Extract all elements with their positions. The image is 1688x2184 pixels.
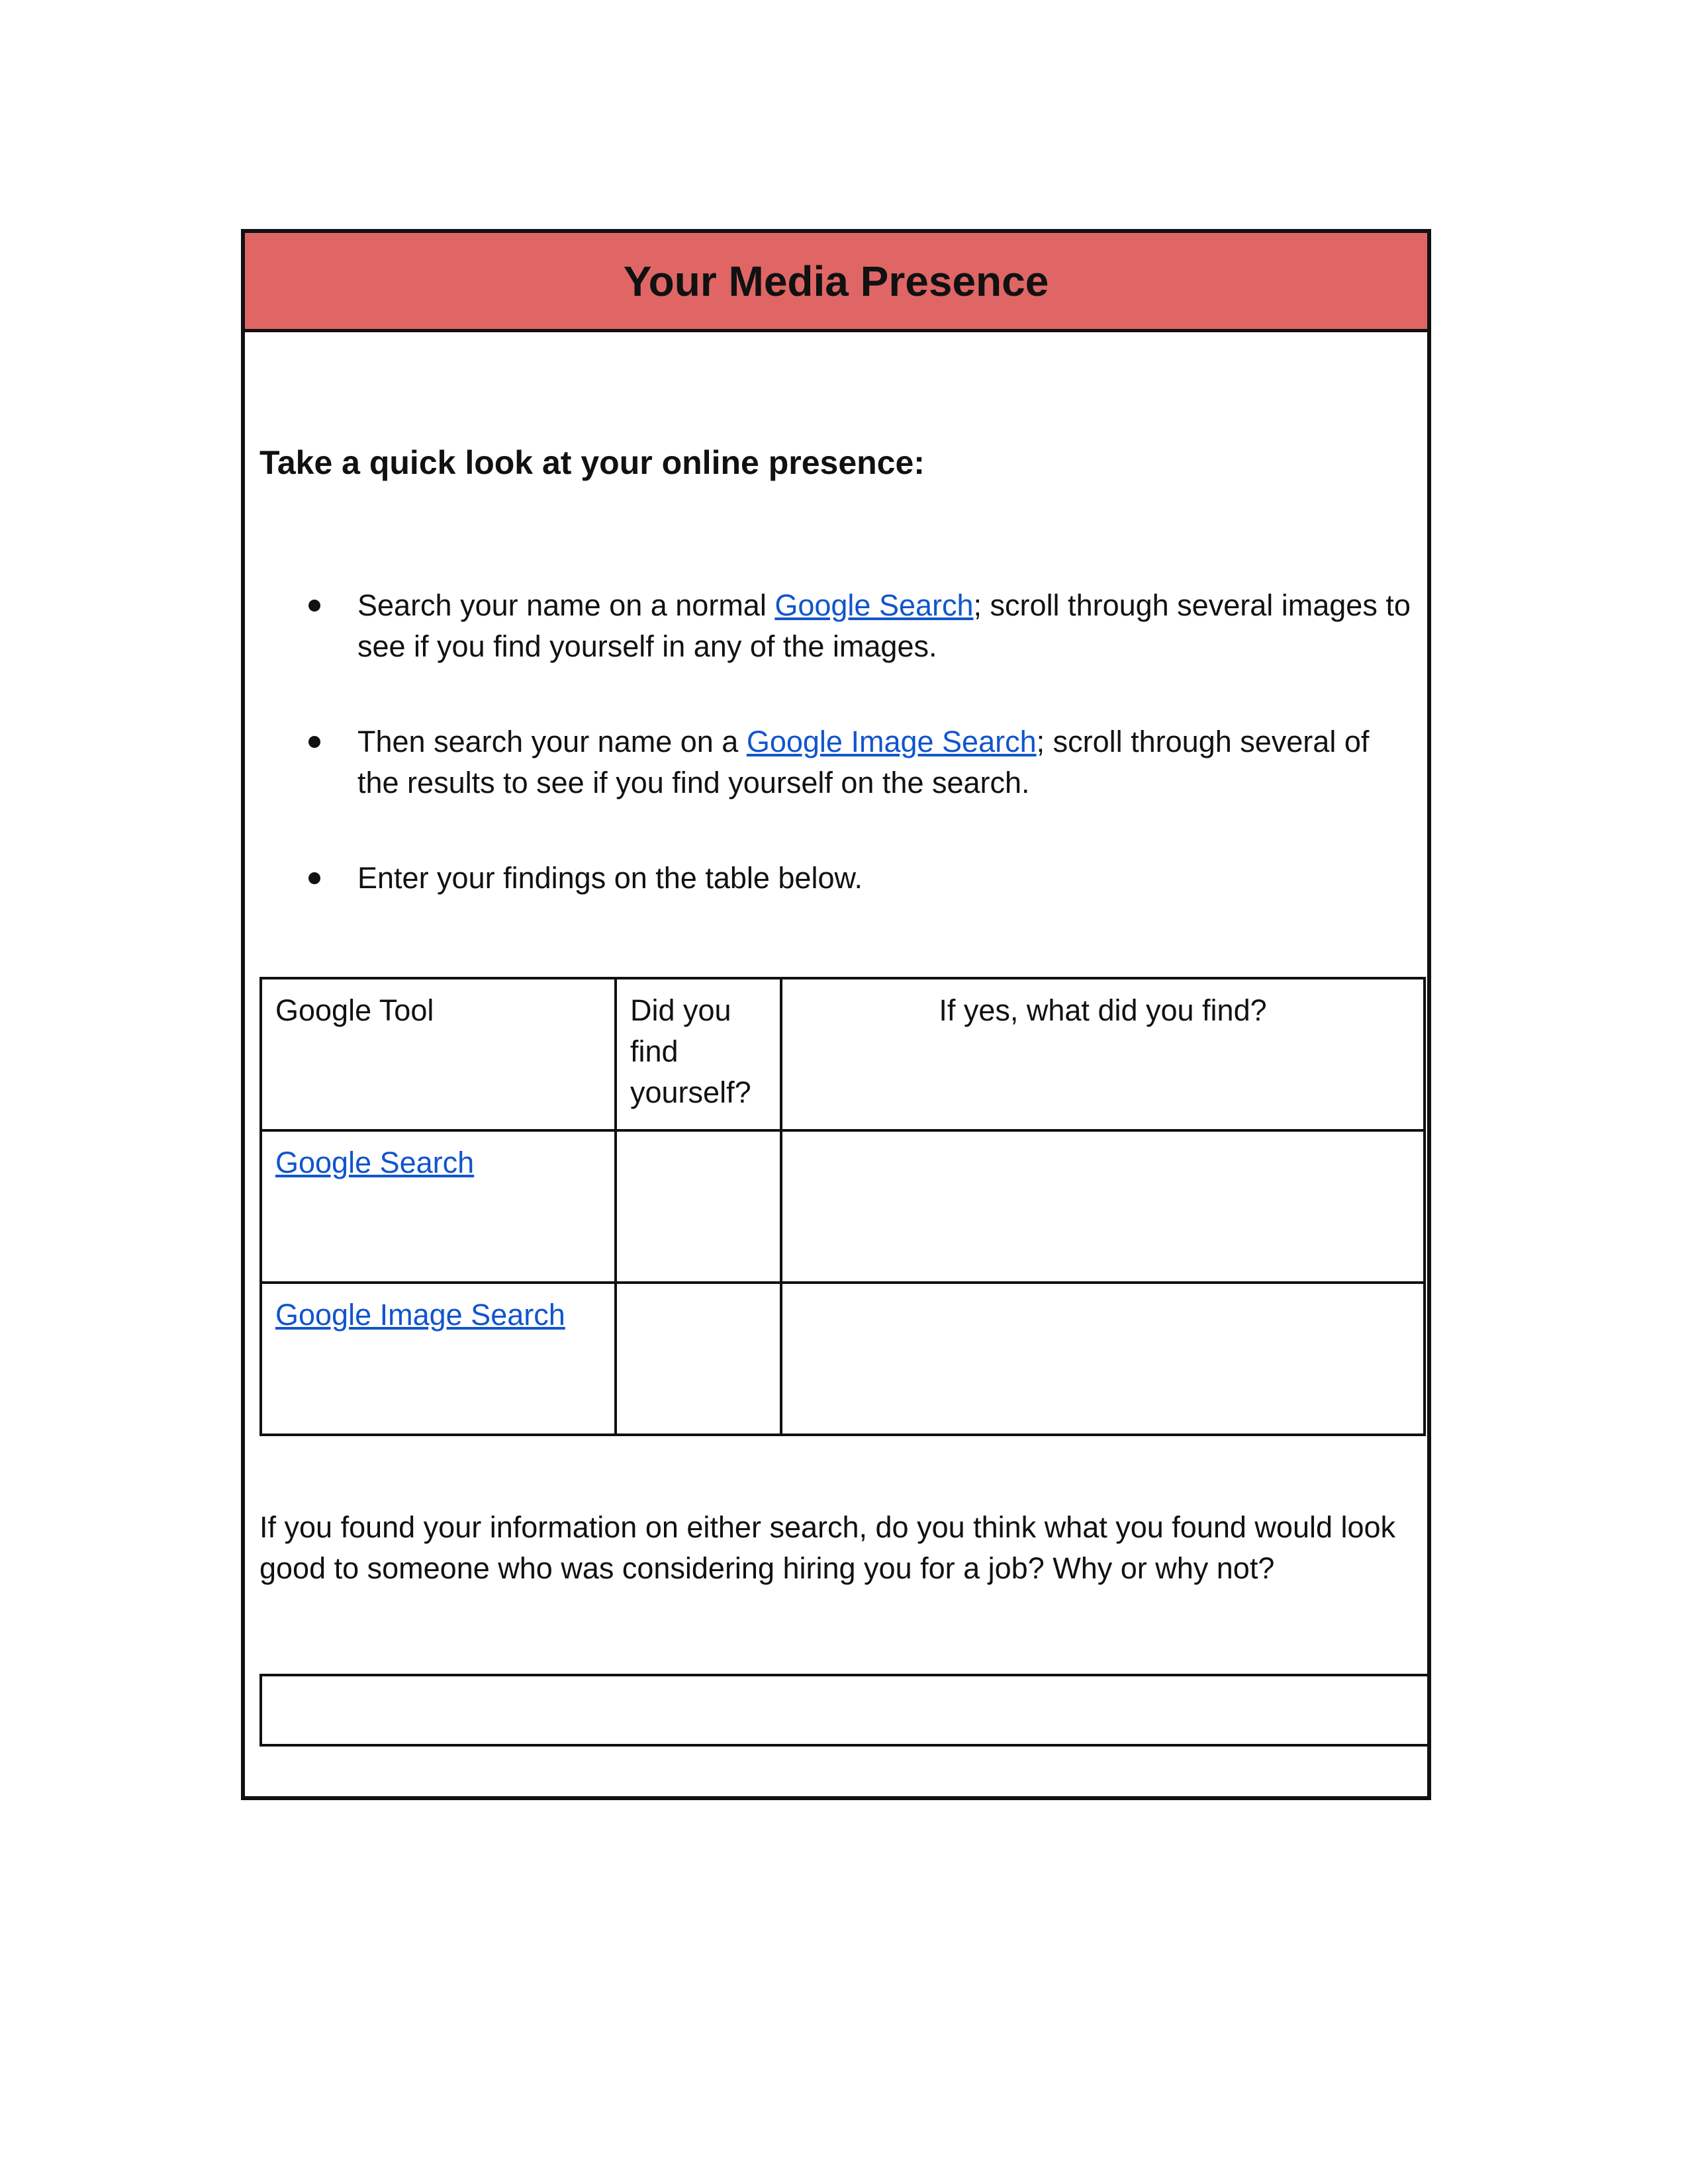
bullet-icon: [308, 736, 320, 748]
instruction-text: Enter your findings on the table below.: [357, 861, 863, 895]
instruction-item-enter-findings: [245, 858, 1427, 899]
google-search-link[interactable]: Google Search: [774, 588, 974, 622]
bullet-icon: [308, 872, 320, 884]
table-header-row: [261, 978, 1425, 1130]
instruction-text: ; scroll through several images to see if you find yourself in any of the images.: [357, 588, 1411, 663]
header-google-tool: Google Tool: [261, 978, 616, 1130]
google-image-search-table-link[interactable]: Google Image Search: [275, 1298, 565, 1332]
worksheet-frame: [241, 229, 1431, 1800]
instruction-item-google-search: [245, 585, 1427, 667]
title-bar: [245, 233, 1427, 332]
tool-cell: [261, 1130, 616, 1283]
header-did-you-find-yourself: Did you find yourself?: [616, 978, 781, 1130]
answer-box[interactable]: [259, 1674, 1431, 1747]
table-row: [261, 1283, 1425, 1435]
instruction-text: Search your name on a normal: [357, 588, 775, 622]
instruction-item-google-image-search: [245, 721, 1427, 803]
google-image-search-link[interactable]: Google Image Search: [746, 725, 1037, 758]
what-cell[interactable]: [781, 1283, 1425, 1435]
reflection-question: If you found your information on either search, do you think what you found would look good to someone who was considering hiring you for a job? Why or why not?: [259, 1510, 1396, 1585]
header-what-did-you-find: If yes, what did you find?: [781, 978, 1425, 1130]
found-cell[interactable]: [616, 1283, 781, 1435]
bullet-icon: [308, 600, 320, 612]
google-search-table-link[interactable]: Google Search: [275, 1146, 475, 1179]
section-heading: Take a quick look at your online presence:: [259, 444, 925, 481]
tool-cell: [261, 1283, 616, 1435]
instruction-text: Then search your name on a: [357, 725, 747, 758]
page-title: Your Media Presence: [623, 257, 1049, 305]
found-cell[interactable]: [616, 1130, 781, 1283]
instruction-text: ; scroll through several of the results to see if you find yourself on the search.: [357, 725, 1370, 799]
instruction-list: [245, 585, 1427, 953]
findings-table: [259, 977, 1426, 1436]
table-row: [261, 1130, 1425, 1283]
what-cell[interactable]: [781, 1130, 1425, 1283]
